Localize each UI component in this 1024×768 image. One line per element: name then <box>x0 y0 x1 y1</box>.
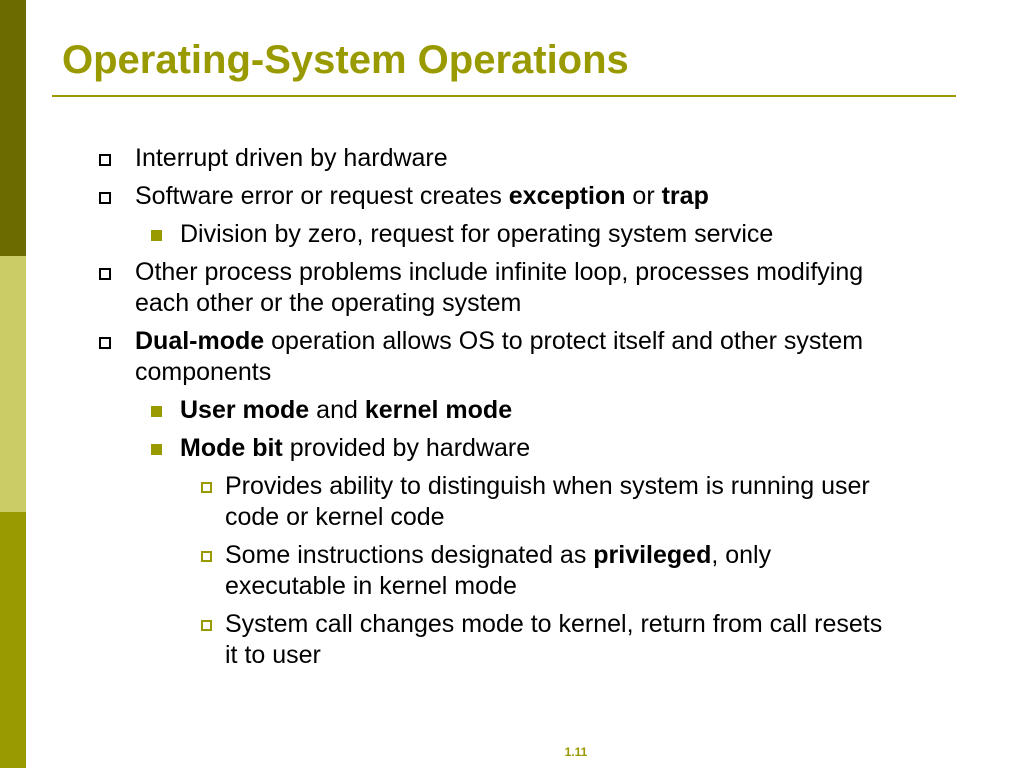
hollow-square-bullet-icon <box>201 482 212 493</box>
slide-title: Operating-System Operations <box>62 38 629 82</box>
subsubbullet-distinguish-modes <box>0 471 897 533</box>
bullet-text: Division by zero, request for operating system service <box>180 220 774 248</box>
hollow-square-bullet-icon <box>99 268 111 280</box>
solid-square-bullet-icon <box>151 444 162 455</box>
subsubbullet-privileged-instructions <box>0 540 897 602</box>
subbullet-division-by-zero <box>0 219 895 250</box>
bullet-bold-text: kernel mode <box>364 396 513 424</box>
bullet-text: Other process problems include infinite loop, processes modifying each other or the operating system <box>135 258 864 317</box>
subsubbullet-system-call <box>0 609 897 671</box>
solid-square-bullet-icon <box>151 406 162 417</box>
bullet-text: Software error or request creates <box>135 182 509 210</box>
slide-content <box>0 143 1024 678</box>
bullet-other-problems <box>0 257 895 319</box>
title-underline <box>52 95 956 97</box>
bullet-software-error <box>0 181 895 212</box>
bullet-bold-text: User mode <box>180 396 310 424</box>
bullet-text: , only executable in kernel mode <box>225 541 772 600</box>
hollow-square-bullet-icon <box>201 620 212 631</box>
bullet-text: System call changes mode to kernel, return from call resets it to user <box>225 610 883 669</box>
bullet-text: Some instructions designated as <box>225 541 594 569</box>
solid-square-bullet-icon <box>151 230 162 241</box>
bullet-text: Interrupt driven by hardware <box>135 144 448 172</box>
bullet-text: Provides ability to distinguish when system is running user code or kernel code <box>225 472 870 531</box>
bullet-bold-text: exception <box>508 182 626 210</box>
bullet-bold-text: Mode bit <box>180 434 283 462</box>
bullet-bold-text: Dual-mode <box>135 327 265 355</box>
hollow-square-bullet-icon <box>201 551 212 562</box>
hollow-square-bullet-icon <box>99 154 111 166</box>
bullet-dual-mode <box>0 326 895 388</box>
subbullet-user-kernel-mode <box>0 395 895 426</box>
bullet-text: and <box>309 396 365 424</box>
bullet-bold-text: privileged <box>593 541 712 569</box>
bullet-text: provided by hardware <box>282 434 531 462</box>
bullet-interrupt-driven <box>0 143 895 174</box>
subbullet-mode-bit <box>0 433 895 464</box>
hollow-square-bullet-icon <box>99 337 111 349</box>
bullet-text: operation allows OS to protect itself and other system components <box>135 327 864 386</box>
bullet-text: or <box>625 182 662 210</box>
bullet-bold-text: trap <box>661 182 709 210</box>
hollow-square-bullet-icon <box>99 192 111 204</box>
page-number: 1.11 <box>564 745 588 759</box>
